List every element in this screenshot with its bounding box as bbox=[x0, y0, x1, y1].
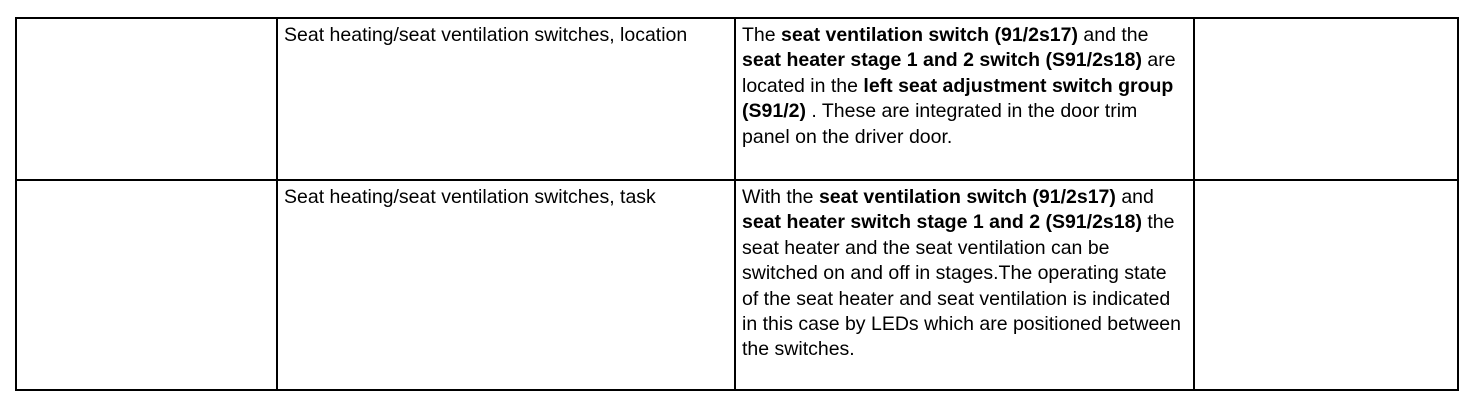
description-text: With the bbox=[742, 186, 819, 208]
table-row bbox=[16, 18, 1458, 180]
document-table bbox=[15, 17, 1459, 391]
description-cell bbox=[735, 18, 1194, 180]
empty-cell-right bbox=[1194, 18, 1458, 180]
description-text: and the bbox=[1077, 24, 1149, 46]
empty-cell-left bbox=[16, 18, 277, 180]
table-row bbox=[16, 180, 1458, 390]
bold-term: seat ventilation switch (91/2s17) bbox=[781, 24, 1078, 46]
bold-term: seat heater switch stage 1 and 2 (S91/2s18) bbox=[742, 211, 1142, 234]
description-text: are located in the bbox=[742, 49, 1176, 97]
description-text: The bbox=[742, 24, 782, 46]
empty-cell-left bbox=[16, 180, 277, 390]
description-text: the seat heater and the seat ventilation can be switched on and off in stages.The operating state of the seat heater and seat ventilation is indicated in this case by LEDs which are positioned between the switches. bbox=[742, 211, 1181, 361]
description-text: and bbox=[1115, 186, 1154, 208]
topic-cell: Seat heating/seat ventilation switches, location bbox=[277, 18, 735, 180]
empty-cell-right bbox=[1194, 180, 1458, 390]
bold-term: left seat adjustment switch group (S91/2) bbox=[742, 74, 1174, 123]
description-cell bbox=[735, 180, 1194, 390]
bold-term: seat ventilation switch (91/2s17) bbox=[818, 186, 1116, 208]
bold-term: seat heater stage 1 and 2 switch (S91/2s18) bbox=[742, 49, 1142, 72]
topic-cell: Seat heating/seat ventilation switches, task bbox=[277, 180, 735, 390]
description-text: . These are integrated in the door trim panel on the driver door. bbox=[742, 100, 1138, 148]
